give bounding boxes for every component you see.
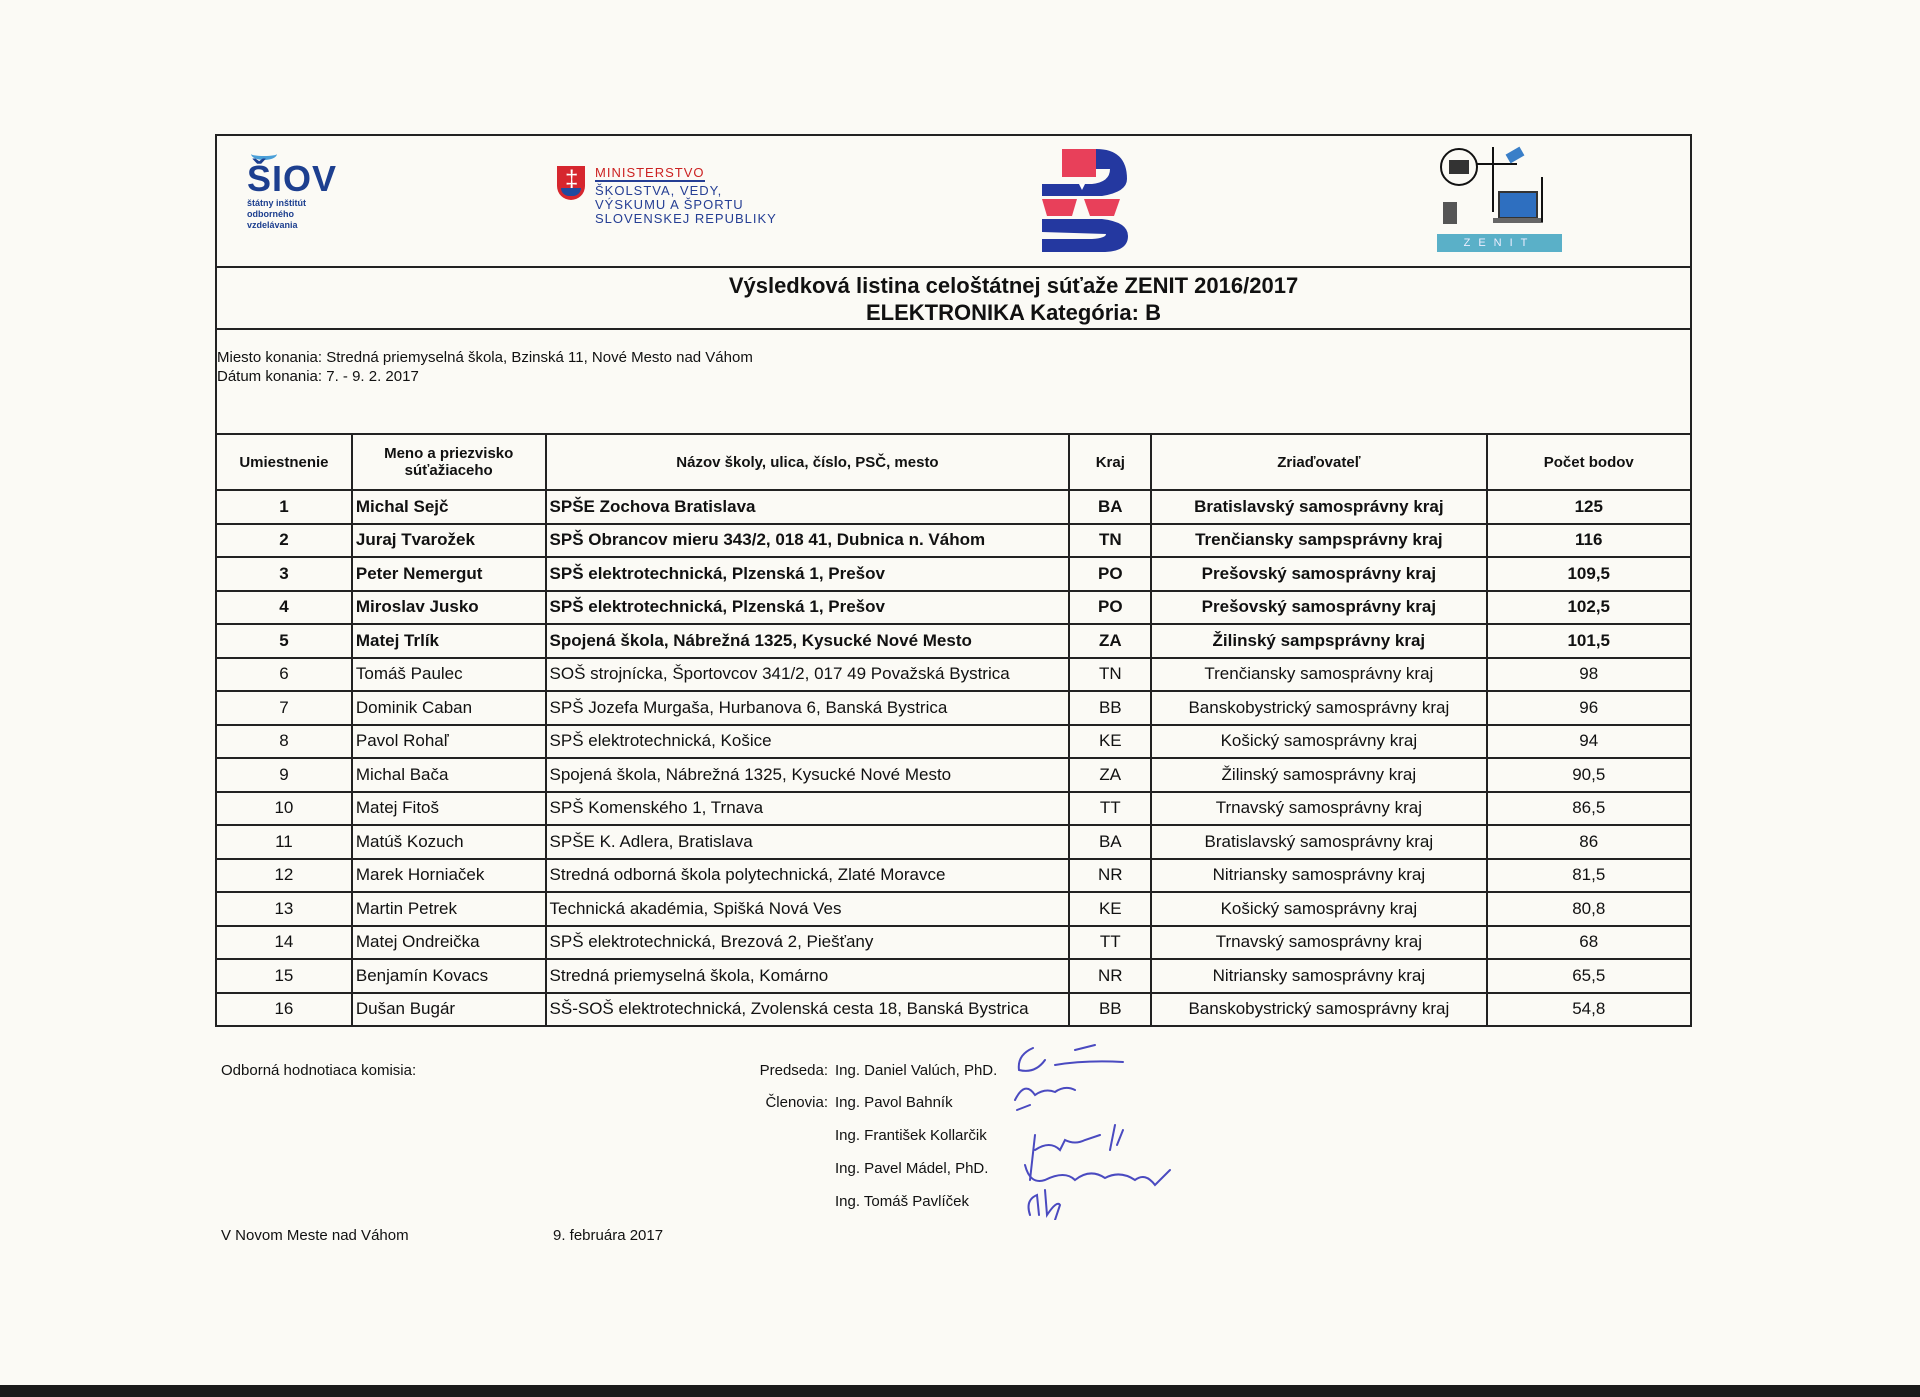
event-place: Miesto konania: Stredná priemyselná škola, Bzinská 11, Nové Mesto nad Váhom: [217, 349, 753, 366]
cell-region: TN: [1069, 524, 1151, 558]
cell-points: 101,5: [1487, 624, 1692, 658]
cell-points: 109,5: [1487, 557, 1692, 591]
cell-school: SPŠE K. Adlera, Bratislava: [546, 825, 1070, 859]
table-row: [216, 792, 1691, 826]
siov-logo: [247, 148, 337, 231]
zenit-logo: [1437, 142, 1562, 252]
cell-points: 81,5: [1487, 859, 1692, 893]
cell-rank: 12: [216, 859, 352, 893]
cell-rank: 9: [216, 758, 352, 792]
cell-rank: 1: [216, 490, 352, 524]
cell-name: Dominik Caban: [352, 691, 546, 725]
cell-founder: Trnavský samosprávny kraj: [1151, 926, 1486, 960]
cell-school: SPŠ elektrotechnická, Plzenská 1, Prešov: [546, 591, 1070, 625]
cell-rank: 10: [216, 792, 352, 826]
signature-chair: [1019, 1045, 1123, 1071]
cell-points: 65,5: [1487, 959, 1692, 993]
cell-school: SŠ-SOŠ elektrotechnická, Zvolenská cesta 18, Banská Bystrica: [546, 993, 1070, 1027]
cell-region: BA: [1069, 825, 1151, 859]
cell-region: BB: [1069, 993, 1151, 1027]
member-name: Ing. Pavel Mádel, PhD.: [835, 1160, 989, 1177]
table-row: [216, 490, 1691, 524]
ministry-line-1: MINISTERSTVO: [595, 165, 705, 180]
cell-points: 102,5: [1487, 591, 1692, 625]
member-name: Ing. Tomáš Pavlíček: [835, 1193, 969, 1210]
cell-founder: Trenčiansky samosprávny kraj: [1151, 658, 1486, 692]
member-name: Ing. Pavol Bahník: [835, 1094, 953, 1111]
cell-school: SPŠ elektrotechnická, Brezová 2, Piešťany: [546, 926, 1070, 960]
members-label: Členovia:: [765, 1094, 828, 1111]
cell-name: Pavol Rohaľ: [352, 725, 546, 759]
ministry-line-3: VÝSKUMU A ŠPORTU: [595, 197, 744, 212]
cell-region: BB: [1069, 691, 1151, 725]
cell-name: Peter Nemergut: [352, 557, 546, 591]
cell-founder: Trnavský samosprávny kraj: [1151, 792, 1486, 826]
cell-school: SOŠ strojnícka, Športovcov 341/2, 017 49 Považská Bystrica: [546, 658, 1070, 692]
cell-rank: 8: [216, 725, 352, 759]
cell-rank: 7: [216, 691, 352, 725]
results-table: [215, 433, 1692, 1027]
cell-school: SPŠE Zochova Bratislava: [546, 490, 1070, 524]
table-row: [216, 591, 1691, 625]
cell-founder: Žilinský samosprávny kraj: [1151, 758, 1486, 792]
table-row: [216, 892, 1691, 926]
cell-rank: 16: [216, 993, 352, 1027]
cell-region: BA: [1069, 490, 1151, 524]
cell-name: Matej Ondreička: [352, 926, 546, 960]
siov-name: ŠIOV: [247, 158, 338, 199]
table-row: [216, 691, 1691, 725]
table-row: [216, 825, 1691, 859]
school-emblem-icon: [1032, 144, 1132, 254]
cell-name: Martin Petrek: [352, 892, 546, 926]
header-rank: Umiestnenie: [216, 434, 352, 490]
cell-school: Spojená škola, Nábrežná 1325, Kysucké Nové Mesto: [546, 624, 1070, 658]
cell-points: 80,8: [1487, 892, 1692, 926]
cell-region: PO: [1069, 557, 1151, 591]
cell-region: TT: [1069, 792, 1151, 826]
title-line-1: Výsledková listina celoštátnej súťaže ZENIT 2016/2017: [728, 273, 1299, 298]
header-name: Meno a priezvisko súťažiaceho: [352, 434, 546, 490]
title-line-2: ELEKTRONIKA Kategória: B: [866, 300, 1161, 325]
cell-founder: Nitriansky samosprávny kraj: [1151, 959, 1486, 993]
cell-rank: 6: [216, 658, 352, 692]
cell-school: Technická akadémia, Spišká Nová Ves: [546, 892, 1070, 926]
header-points: Počet bodov: [1487, 434, 1692, 490]
cell-name: Miroslav Jusko: [352, 591, 546, 625]
chair-label: Predseda:: [759, 1062, 828, 1079]
cell-points: 68: [1487, 926, 1692, 960]
cell-rank: 15: [216, 959, 352, 993]
cell-founder: Žilinský sampsprávny kraj: [1151, 624, 1486, 658]
cell-founder: Prešovský samosprávny kraj: [1151, 557, 1486, 591]
cell-name: Michal Sejč: [352, 490, 546, 524]
cell-name: Matej Fitoš: [352, 792, 546, 826]
cell-name: Michal Bača: [352, 758, 546, 792]
cell-name: Tomáš Paulec: [352, 658, 546, 692]
cell-founder: Banskobystrický samosprávny kraj: [1151, 691, 1486, 725]
cell-founder: Prešovský samosprávny kraj: [1151, 591, 1486, 625]
cell-founder: Bratislavský samosprávny kraj: [1151, 490, 1486, 524]
ministry-logo: [557, 166, 777, 226]
header-region: Kraj: [1069, 434, 1151, 490]
signature-member-4: [1029, 1190, 1060, 1220]
table-row: [216, 557, 1691, 591]
cell-points: 86,5: [1487, 792, 1692, 826]
cell-region: NR: [1069, 959, 1151, 993]
chair-name: Ing. Daniel Valúch, PhD.: [835, 1062, 998, 1079]
table-row: [216, 658, 1691, 692]
cell-rank: 2: [216, 524, 352, 558]
cell-region: TT: [1069, 926, 1151, 960]
cell-founder: Trenčiansky sampsprávny kraj: [1151, 524, 1486, 558]
cell-founder: Košický samosprávny kraj: [1151, 725, 1486, 759]
zenit-label: ZENIT: [1437, 234, 1562, 252]
siov-subtitle-1: štátny inštitút: [247, 198, 307, 208]
cell-school: SPŠ elektrotechnická, Plzenská 1, Prešov: [546, 557, 1070, 591]
ministry-line-4: SLOVENSKEJ REPUBLIKY: [595, 211, 777, 226]
cell-founder: Košický samosprávny kraj: [1151, 892, 1486, 926]
cell-region: PO: [1069, 591, 1151, 625]
siov-subtitle-2: odborného: [247, 209, 294, 219]
signing-place: V Novom Meste nad Váhom: [221, 1227, 409, 1244]
cell-points: 96: [1487, 691, 1692, 725]
table-row: [216, 524, 1691, 558]
cell-name: Marek Horniaček: [352, 859, 546, 893]
cell-school: SPŠ Jozefa Murgaša, Hurbanova 6, Banská Bystrica: [546, 691, 1070, 725]
siov-subtitle-3: vzdelávania: [247, 220, 298, 230]
cell-region: ZA: [1069, 758, 1151, 792]
cell-school: SPŠ Komenského 1, Trnava: [546, 792, 1070, 826]
table-row: [216, 758, 1691, 792]
cell-points: 54,8: [1487, 993, 1692, 1027]
cell-rank: 11: [216, 825, 352, 859]
cell-name: Dušan Bugár: [352, 993, 546, 1027]
event-date: Dátum konania: 7. - 9. 2. 2017: [217, 368, 419, 385]
cell-name: Benjamín Kovacs: [352, 959, 546, 993]
cell-region: NR: [1069, 859, 1151, 893]
signature-member-3: [1025, 1165, 1170, 1185]
table-row: [216, 959, 1691, 993]
cell-points: 94: [1487, 725, 1692, 759]
table-row: [216, 993, 1691, 1027]
table-row: [216, 725, 1691, 759]
slovak-coat-of-arms-icon: [557, 166, 585, 200]
header-founder: Zriaďovateľ: [1151, 434, 1486, 490]
results-sheet: [215, 134, 1692, 435]
cell-school: Stredná priemyselná škola, Komárno: [546, 959, 1070, 993]
cell-rank: 14: [216, 926, 352, 960]
cell-points: 125: [1487, 490, 1692, 524]
signature-member-1: [1015, 1088, 1075, 1110]
signing-date: 9. februára 2017: [553, 1227, 664, 1244]
cell-region: KE: [1069, 725, 1151, 759]
table-row: [216, 624, 1691, 658]
cell-points: 86: [1487, 825, 1692, 859]
cell-region: TN: [1069, 658, 1151, 692]
cell-founder: Banskobystrický samosprávny kraj: [1151, 993, 1486, 1027]
cell-name: Matúš Kozuch: [352, 825, 546, 859]
cell-founder: Nitriansky samosprávny kraj: [1151, 859, 1486, 893]
ministry-line-2: ŠKOLSTVA, VEDY,: [595, 183, 723, 198]
header-school: Názov školy, ulica, číslo, PSČ, mesto: [546, 434, 1070, 490]
cell-name: Matej Trlík: [352, 624, 546, 658]
cell-rank: 5: [216, 624, 352, 658]
scan-edge: [0, 1385, 1920, 1397]
cell-region: ZA: [1069, 624, 1151, 658]
cell-school: SPŠ Obrancov mieru 343/2, 018 41, Dubnica n. Váhom: [546, 524, 1070, 558]
table-row: [216, 926, 1691, 960]
table-header-row: [216, 434, 1691, 490]
cell-region: KE: [1069, 892, 1151, 926]
event-meta: [217, 330, 1690, 435]
cell-founder: Bratislavský samosprávny kraj: [1151, 825, 1486, 859]
cell-points: 98: [1487, 658, 1692, 692]
logo-header: [217, 136, 1690, 268]
cell-points: 116: [1487, 524, 1692, 558]
signature-member-2: [1030, 1125, 1123, 1180]
cell-points: 90,5: [1487, 758, 1692, 792]
table-row: [216, 859, 1691, 893]
committee-signatures: [1005, 1040, 1205, 1220]
committee-label: Odborná hodnotiaca komisia:: [221, 1062, 417, 1079]
cell-rank: 3: [216, 557, 352, 591]
document-title: [217, 268, 1690, 330]
cell-rank: 13: [216, 892, 352, 926]
cell-rank: 4: [216, 591, 352, 625]
member-name: Ing. František Kollarčik: [835, 1127, 987, 1144]
cell-name: Juraj Tvarožek: [352, 524, 546, 558]
cell-school: Spojená škola, Nábrežná 1325, Kysucké Nové Mesto: [546, 758, 1070, 792]
cell-school: SPŠ elektrotechnická, Košice: [546, 725, 1070, 759]
cell-school: Stredná odborná škola polytechnická, Zlaté Moravce: [546, 859, 1070, 893]
